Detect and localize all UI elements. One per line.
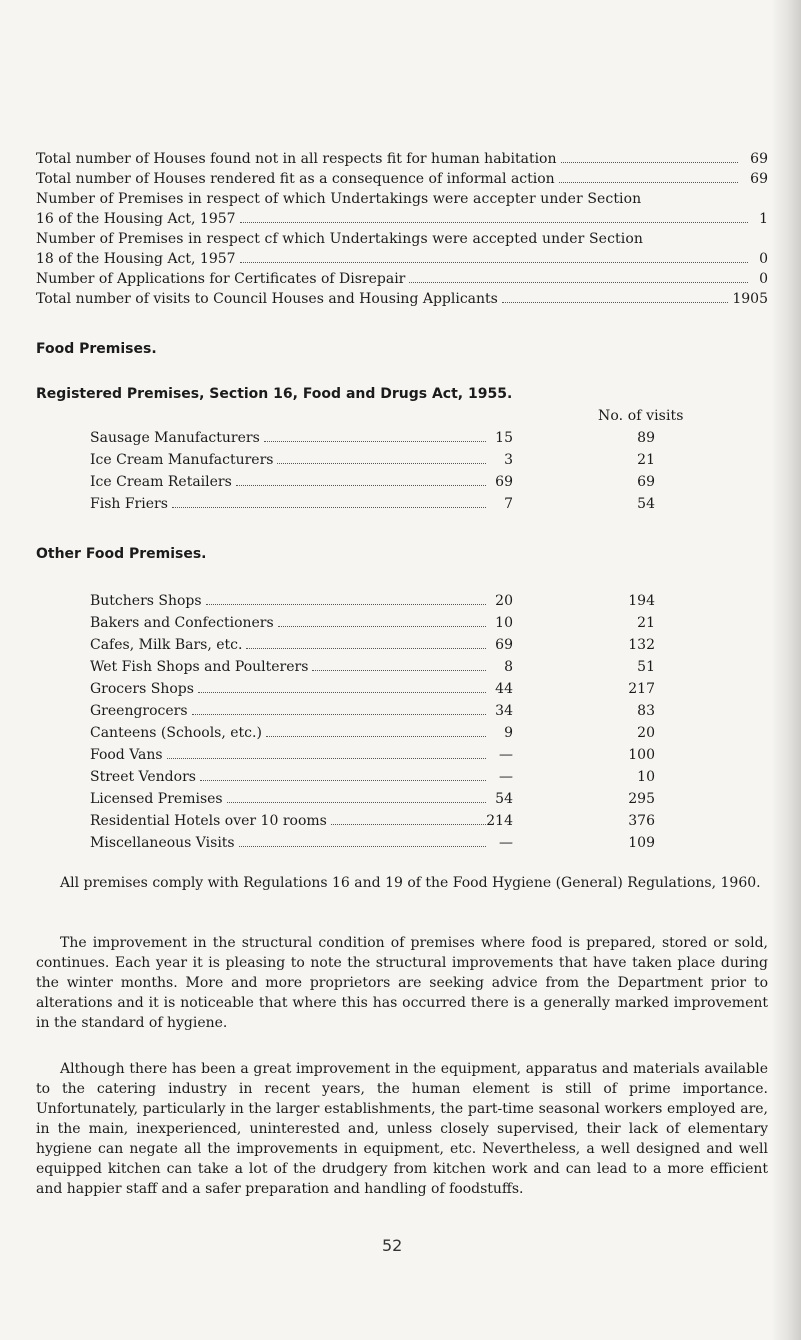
structural-improvement-paragraph: The improvement in the structural condition of premises where food is prepared, stored or sold, continues. Each year it is pleasing to note the structural improvements that have taken place during the winter months. More and more proprietors are seeking advice from the Department prior to alterations and it is noticeable that where this has occurred there is a generally marked improvement in the standard of hygiene.	[36, 935, 768, 1031]
premises-count: 9	[504, 725, 513, 741]
housing-value: 0	[759, 251, 768, 267]
housing-label-line1: Number of Premises in respect cf which Undertakings were accepted under Section	[36, 231, 643, 247]
housing-label-line1: Number of Premises in respect of which Undertakings were accepter under Section	[36, 191, 642, 207]
premises-count: 20	[495, 593, 513, 609]
other-row	[90, 812, 490, 830]
premises-visits: 376	[628, 813, 655, 829]
premises-count: 34	[495, 703, 513, 719]
premises-visits: 51	[637, 659, 655, 675]
other-row	[90, 636, 490, 654]
housing-row	[36, 270, 752, 288]
housing-row	[36, 290, 732, 308]
premises-label: Residential Hotels over 10 rooms	[90, 813, 327, 829]
registered-row	[90, 429, 490, 447]
page-number: 52	[382, 1236, 403, 1255]
housing-row	[36, 210, 752, 228]
premises-count: 10	[495, 615, 513, 631]
registered-row	[90, 495, 490, 513]
premises-count: 44	[495, 681, 513, 697]
premises-visits: 20	[637, 725, 655, 741]
premises-label: Greengrocers	[90, 703, 188, 719]
premises-count: 69	[495, 474, 513, 490]
other-row	[90, 834, 490, 852]
premises-count: —	[499, 835, 513, 851]
premises-visits: 10	[637, 769, 655, 785]
premises-label: Bakers and Confectioners	[90, 615, 274, 631]
premises-label: Street Vendors	[90, 769, 196, 785]
premises-count: 54	[495, 791, 513, 807]
food-premises-heading: Food Premises.	[36, 341, 157, 357]
housing-label: Total number of Houses found not in all respects fit for human habitation	[36, 151, 557, 167]
premises-visits: 132	[628, 637, 655, 653]
premises-count: 8	[504, 659, 513, 675]
premises-label: Canteens (Schools, etc.)	[90, 725, 262, 741]
premises-label: Sausage Manufacturers	[90, 430, 260, 446]
premises-count: 7	[504, 496, 513, 512]
housing-label: Total number of Houses rendered fit as a consequence of informal action	[36, 171, 555, 187]
housing-row	[36, 170, 742, 188]
housing-value: 1	[759, 211, 768, 227]
premises-visits: 21	[637, 615, 655, 631]
other-row	[90, 790, 490, 808]
premises-visits: 89	[637, 430, 655, 446]
visits-column-header: No. of visits	[598, 408, 684, 424]
premises-visits: 21	[637, 452, 655, 468]
premises-visits: 295	[628, 791, 655, 807]
other-row	[90, 724, 490, 742]
compliance-paragraph: All premises comply with Regulations 16 and 19 of the Food Hygiene (General) Regulations, 1960.	[60, 875, 761, 891]
housing-value: 69	[750, 151, 768, 167]
other-food-premises-heading: Other Food Premises.	[36, 546, 207, 562]
other-row	[90, 614, 490, 632]
premises-label: Food Vans	[90, 747, 163, 763]
other-row	[90, 680, 490, 698]
premises-label: Miscellaneous Visits	[90, 835, 235, 851]
registered-row	[90, 451, 490, 469]
premises-count: 214	[486, 813, 513, 829]
housing-value: 69	[750, 171, 768, 187]
housing-label: 16 of the Housing Act, 1957	[36, 211, 236, 227]
premises-visits: 83	[637, 703, 655, 719]
premises-label: Ice Cream Retailers	[90, 474, 232, 490]
housing-value: 1905	[732, 291, 768, 307]
premises-visits: 217	[628, 681, 655, 697]
other-row	[90, 592, 490, 610]
premises-label: Ice Cream Manufacturers	[90, 452, 274, 468]
premises-count: —	[499, 769, 513, 785]
premises-count: 15	[495, 430, 513, 446]
premises-label: Cafes, Milk Bars, etc.	[90, 637, 243, 653]
human-element-paragraph: Although there has been a great improvement in the equipment, apparatus and materials available to the catering industry in recent years, the human element is still of prime importance. Unfortunately, particularly in the larger establishments, the part-time seasonal workers employed are, in the main, inexperienced, uninterested and, unless closely supervised, their lack of elementary hygiene can negate all the improvements in equipment, etc. Nevertheless, a well designed and well equipped kitchen can take a lot of the drudgery from kitchen work and can lead to a more efficient and happier staff and a safer preparation and handling of foodstuffs.	[36, 1061, 768, 1197]
premises-label: Wet Fish Shops and Poulterers	[90, 659, 309, 675]
premises-visits: 100	[628, 747, 655, 763]
other-row	[90, 658, 490, 676]
premises-visits: 54	[637, 496, 655, 512]
other-row	[90, 702, 490, 720]
premises-label: Grocers Shops	[90, 681, 194, 697]
other-row	[90, 768, 490, 786]
housing-row	[36, 250, 752, 268]
premises-count: —	[499, 747, 513, 763]
premises-count: 69	[495, 637, 513, 653]
housing-label: 18 of the Housing Act, 1957	[36, 251, 236, 267]
premises-label: Fish Friers	[90, 496, 168, 512]
housing-label: Total number of visits to Council Houses and Housing Applicants	[36, 291, 498, 307]
registered-row	[90, 473, 490, 491]
housing-value: 0	[759, 271, 768, 287]
housing-label: Number of Applications for Certificates of Disrepair	[36, 271, 406, 287]
premises-visits: 109	[628, 835, 655, 851]
premises-visits: 69	[637, 474, 655, 490]
premises-count: 3	[504, 452, 513, 468]
page-edge-shadow	[771, 0, 801, 1340]
other-row	[90, 746, 490, 764]
premises-visits: 194	[628, 593, 655, 609]
premises-label: Licensed Premises	[90, 791, 223, 807]
housing-row	[36, 150, 742, 168]
premises-label: Butchers Shops	[90, 593, 202, 609]
registered-premises-heading: Registered Premises, Section 16, Food and Drugs Act, 1955.	[36, 386, 513, 402]
